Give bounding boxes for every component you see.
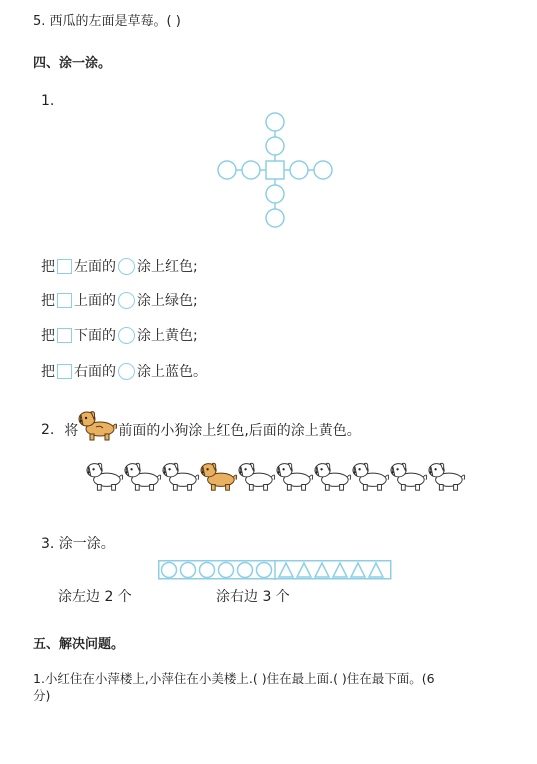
square-icon[interactable] <box>266 161 284 179</box>
circle-icon[interactable] <box>181 563 196 578</box>
section-5-title: 五、解决问题。 <box>33 637 125 652</box>
circle-icon[interactable] <box>162 563 177 578</box>
circle-icon[interactable] <box>290 161 308 179</box>
item-3-instruction: 3. 涂一涂。 <box>41 536 115 552</box>
circle-icon[interactable] <box>200 563 215 578</box>
triangle-icon[interactable] <box>315 563 329 577</box>
section-4-title: 四、涂一涂。 <box>33 56 112 71</box>
dog-row <box>86 458 466 494</box>
triangle-icon[interactable] <box>297 563 311 577</box>
triangle-icon[interactable] <box>333 563 347 577</box>
question-5: 5. 西瓜的左面是草莓。( ) <box>33 14 181 29</box>
item-2-instruction: 2. 将 前面的小狗涂上红色,后面的涂上黄色。 <box>41 420 361 440</box>
square-icon <box>57 293 72 308</box>
circle-icon[interactable] <box>257 563 272 578</box>
circle-icon[interactable] <box>266 113 284 131</box>
dog-icon[interactable] <box>200 458 238 492</box>
circle-icon[interactable] <box>219 563 234 578</box>
item-1-number: 1. <box>41 93 55 109</box>
instruction-row-bottom: 把 下面的 涂上黄色; <box>41 328 198 344</box>
dog-icon[interactable] <box>390 458 428 492</box>
triangle-icon[interactable] <box>351 563 365 577</box>
circle-icon[interactable] <box>266 209 284 227</box>
dog-icon[interactable] <box>314 458 352 492</box>
circle-icon <box>118 363 135 380</box>
triangle-icon[interactable] <box>369 563 383 577</box>
circle-icon <box>118 258 135 275</box>
circle-icon[interactable] <box>218 161 236 179</box>
dog-icon[interactable] <box>124 458 162 492</box>
instruction-row-right: 把 右面的 涂上蓝色。 <box>41 364 207 380</box>
shape-cross-diagram <box>210 108 340 233</box>
square-icon <box>57 364 72 379</box>
circle-icon <box>118 327 135 344</box>
square-icon <box>57 328 72 343</box>
right-label: 涂右边 3 个 <box>216 589 290 605</box>
dog-icon[interactable] <box>162 458 200 492</box>
circle-icon <box>118 292 135 309</box>
circles-triangles-strip <box>158 560 392 580</box>
problem-1-line-2: 分) <box>33 688 51 703</box>
circle-icon[interactable] <box>238 563 253 578</box>
dog-icon[interactable] <box>428 458 466 492</box>
circle-icon[interactable] <box>242 161 260 179</box>
triangle-icon[interactable] <box>279 563 293 577</box>
circle-icon[interactable] <box>266 185 284 203</box>
dog-icon[interactable] <box>86 458 124 492</box>
circle-icon[interactable] <box>266 137 284 155</box>
left-label: 涂左边 2 个 <box>58 589 132 605</box>
dog-icon[interactable] <box>276 458 314 492</box>
instruction-row-left: 把 左面的 涂上红色; <box>41 259 198 275</box>
square-icon <box>57 259 72 274</box>
dog-icon[interactable] <box>238 458 276 492</box>
dog-icon[interactable] <box>352 458 390 492</box>
instruction-row-top: 把 上面的 涂上绿色; <box>41 293 198 309</box>
dog-icon <box>78 407 118 441</box>
circle-icon[interactable] <box>314 161 332 179</box>
problem-1-line-1: 1.小红住在小萍楼上,小萍住在小美楼上.( )住在最上面.( )住在最下面。(6 <box>33 671 435 686</box>
